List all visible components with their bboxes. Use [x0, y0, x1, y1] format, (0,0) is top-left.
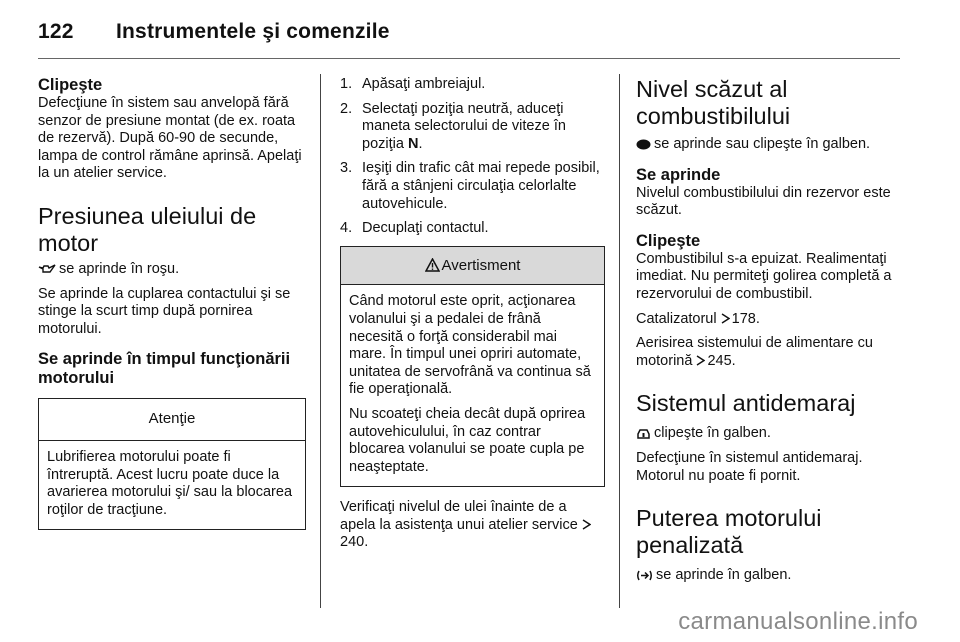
page-title: Instrumentele şi comenzile: [116, 20, 390, 43]
clipeste-text-2: Combustibilul s-a epuizat. Realimentaţi imediat. Nu permiteţi golirea completă a rezervorului de combustibil.: [636, 250, 892, 302]
immobiliser-indicator-line: clipeşte în galben.: [636, 425, 906, 443]
oil-can-icon: [38, 264, 56, 274]
attention-box: [38, 398, 306, 530]
page-reference-arrow-icon: [582, 519, 591, 530]
se-aprinde-text: Nivelul combustibilului din rezervor este scăzut.: [636, 184, 891, 219]
catalyst-reference: Catalizatorul 178.: [636, 310, 760, 327]
attention-title: Atenţie: [39, 399, 305, 441]
engine-power-indicator-line: se aprinde în galben.: [636, 567, 906, 585]
list-item: 2. Selectaţi poziţia neutră, aduceţi maneta selectorului de viteze în poziţia N.: [340, 100, 566, 152]
page-reference-arrow-icon: [721, 313, 730, 324]
engine-power-heading: Puterea motorului penalizată: [636, 505, 822, 559]
clipeste-heading-2: Clipeşte: [636, 231, 701, 250]
oil-indicator-line: [38, 261, 306, 279]
immobiliser-heading: Sistemul antidemaraj: [636, 390, 856, 417]
check-oil-text: Verificaţi nivelul de ulei înainte de a apela la asistenţa unui atelier service 240.: [340, 499, 605, 552]
oil-pressure-text: Se aprinde la cuplarea contactului şi se stinge la scurt timp după pornirea motorului.: [38, 285, 291, 337]
oil-indicator-text: se aprinde în roşu.: [59, 260, 180, 277]
attention-text: Lubrifierea motorului poate fi întreruptă. Acest lucru poate duce la avarierea motorului şi/ sau la blocarea roţilor de tracţiune.: [47, 448, 293, 518]
warning-text-2: Nu scoateţi cheia decât după oprirea autovehiculului, în caz contrar blocarea volanului se poate cupla pe neaşteptate.: [349, 405, 586, 475]
warning-triangle-icon: [425, 258, 440, 272]
warning-title: Avertisment: [441, 256, 521, 274]
oil-pressure-heading: Presiunea uleiului de motor: [38, 202, 257, 256]
page-header: [38, 20, 390, 44]
warning-box: [340, 246, 605, 488]
list-item: 1. Apăsaţi ambreiajul.: [340, 76, 486, 92]
se-aprinde-heading: Se aprinde: [636, 165, 721, 184]
column-2: [340, 76, 605, 552]
list-item: 3. Ieşiţi din trafic cât mai repede posibil, fără a stânjeni circulaţia celorlalte autovehicule.: [340, 160, 600, 212]
clipeste-heading: Clipeşte: [38, 76, 103, 94]
running-heading: Se aprinde în timpul funcţionării motorului: [38, 350, 291, 388]
warning-text-1: Când motorul este oprit, acţionarea volanului şi a pedalei de frână necesită o forţă considerabil mai mare. În timpul unei opriri automate, unitatea de servofrână va continua să fie operaţională.: [349, 293, 591, 398]
fuel-pump-icon: [636, 139, 651, 150]
column-divider-1: [320, 74, 321, 608]
list-item: 4. Decuplaţi contactul.: [340, 220, 489, 237]
engine-power-icon: [636, 569, 653, 582]
bleed-reference: Aerisirea sistemului de alimentare cu motorină 245.: [636, 335, 873, 369]
fuel-heading: Nivel scăzut al combustibilului: [636, 76, 791, 129]
car-key-icon: [636, 427, 651, 440]
page-reference-arrow-icon: [696, 355, 705, 366]
clipeste-text: Defecţiune în sistem sau anvelopă fără senzor de presiune montat (de ex. roata de rezervă). După 60-90 de secunde, lampa de control rămâne aprinsă. Apelaţi la un atelier service.: [38, 95, 302, 182]
header-divider: [38, 58, 900, 59]
steps-list: [340, 76, 605, 238]
page-number: 122: [38, 20, 74, 43]
immobiliser-text: Defecţiune în sistemul antidemaraj. Motorul nu poate fi pornit.: [636, 449, 863, 484]
column-divider-2: [619, 74, 620, 608]
fuel-indicator-line: se aprinde sau clipeşte în galben.: [636, 136, 906, 154]
watermark: carmanualsonline.info: [678, 608, 918, 635]
column-1: [38, 76, 306, 530]
warning-header: [341, 247, 604, 286]
column-3: [636, 76, 906, 585]
